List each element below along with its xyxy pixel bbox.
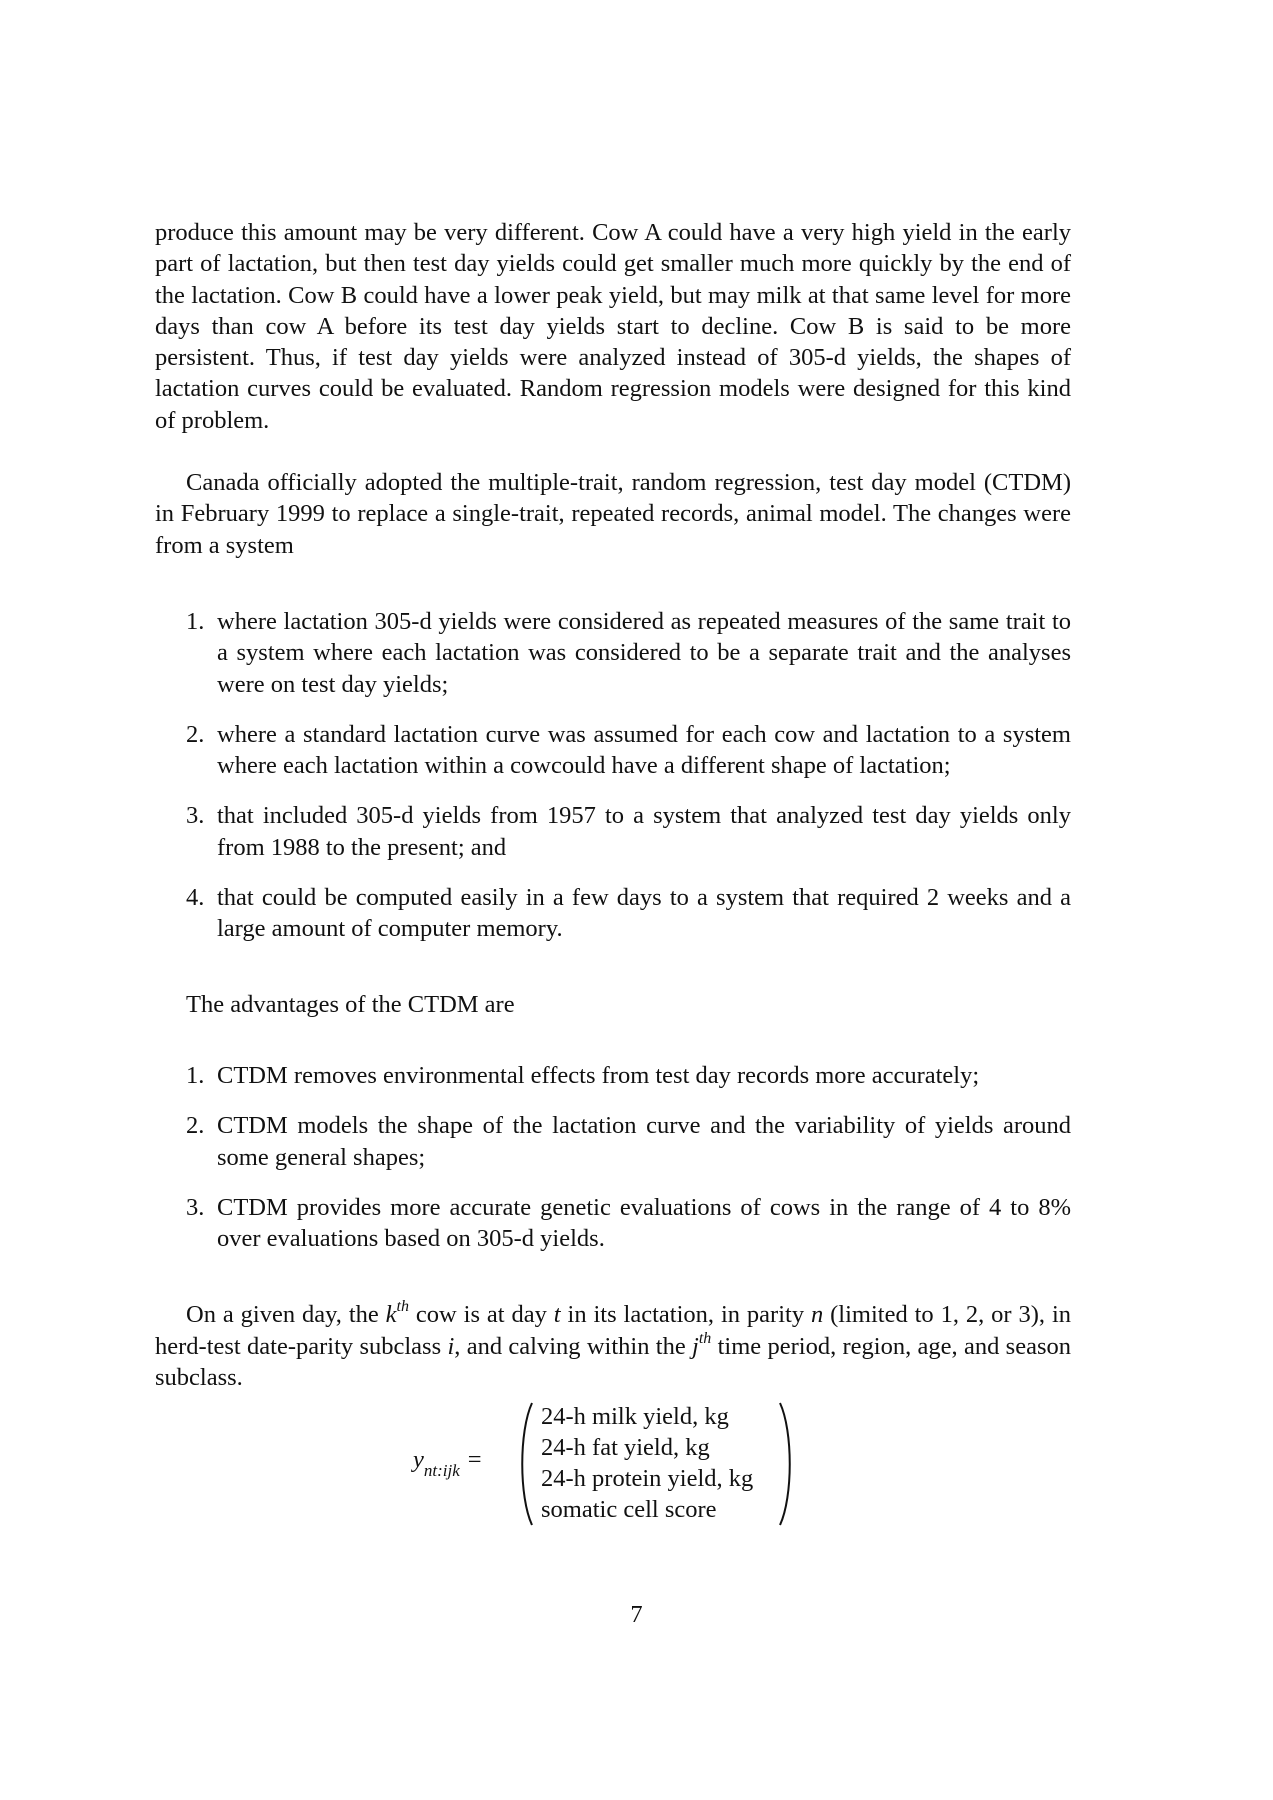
list-item — [155, 882, 1071, 945]
list-item-text: CTDM removes environmental effects from test day records more accurately; — [217, 1061, 980, 1089]
text-run: , and calving within the — [454, 1332, 693, 1360]
math-t: t — [553, 1301, 561, 1329]
list-item — [155, 719, 1071, 782]
superscript-th: th — [698, 1329, 712, 1347]
math-i: i — [447, 1332, 455, 1360]
text-run: On a given day, the — [186, 1301, 386, 1329]
vector-entry: 24-h fat yield, kg — [541, 1434, 710, 1462]
equation-lhs — [413, 1444, 482, 1481]
advantages-list — [155, 1060, 1071, 1254]
vector-entry: 24-h protein yield, kg — [541, 1465, 754, 1493]
vector-entry: somatic cell score — [541, 1496, 717, 1524]
math-k: k — [385, 1301, 397, 1329]
equation-symbol: y — [413, 1446, 424, 1474]
text-run: time period, region, age, and season subclass. — [155, 1332, 1072, 1392]
vector-entries — [541, 1401, 801, 1525]
list-item-text: where a standard lactation curve was assumed for each cow and lactation to a system where each lactation within a cowcould have a different shape of lactation; — [217, 720, 1071, 780]
list-item-number: 3. — [186, 1193, 205, 1221]
canada-paragraph: Canada officially adopted the multiple-trait, random regression, test day model (CTDM) in February 1999 to replace a single-trait, repeated records, animal model. The changes were from a system — [155, 469, 1071, 559]
list-item-number: 1. — [186, 1061, 205, 1089]
list-item-text: CTDM provides more accurate genetic evaluations of cows in the range of 4 to 8% over evaluations based on 305-d yields. — [217, 1193, 1071, 1253]
list-item — [155, 1192, 1071, 1255]
text-run: cow is at day — [409, 1301, 554, 1329]
intro-paragraph: produce this amount may be very different. Cow A could have a very high yield in the early part of lactation, but then test day yields could get smaller much more quickly by the end of the lactation. Cow B could have a lower peak yield, but may milk at that same level for more days than cow A before its test day yields start to decline. Cow B is said to be more persistent. Thus, if test day yields were analyzed instead of 305-d yields, the shapes of lactation curves could be evaluated. Random regression models were designed for this kind of problem. — [155, 219, 1071, 434]
list-item-text: that included 305-d yields from 1957 to a system that analyzed test day yields only from 1988 to the present; and — [217, 802, 1071, 861]
list-item-number: 2. — [186, 1112, 205, 1140]
text-run: (limited to 1, 2, or 3), in herd-test date-parity subclass — [155, 1301, 1072, 1360]
document-body — [155, 217, 1071, 1529]
text-run: in its lactation, in parity — [560, 1301, 811, 1329]
list-item-text: that could be computed easily in a few days to a system that required 2 weeks and a large amount of computer memory. — [217, 884, 1071, 943]
equation-subscript: nt:ijk — [423, 1461, 460, 1481]
definition-paragraph — [155, 1299, 1071, 1393]
list-item-number: 4. — [186, 884, 205, 912]
list-item-text: CTDM models the shape of the lactation curve and the variability of yields around some general shapes; — [217, 1112, 1071, 1171]
vector-entry: 24-h milk yield, kg — [541, 1403, 729, 1431]
list-item — [155, 800, 1071, 863]
changes-list — [155, 606, 1071, 945]
list-item — [155, 1060, 1071, 1091]
list-item — [155, 606, 1071, 700]
math-n: n — [810, 1301, 824, 1329]
page-number: 7 — [630, 1601, 643, 1628]
superscript-th: th — [396, 1298, 409, 1316]
advantages-intro: The advantages of the CTDM are — [186, 990, 515, 1018]
equals-sign: = — [467, 1446, 482, 1474]
list-item-number: 1. — [186, 607, 205, 635]
right-parenthesis — [777, 1401, 797, 1527]
list-item-number: 3. — [186, 802, 205, 830]
math-j: j — [692, 1332, 699, 1360]
left-parenthesis — [515, 1401, 535, 1527]
list-item — [155, 1110, 1071, 1173]
observation-vector-equation — [155, 1397, 1071, 1529]
list-item-number: 2. — [186, 720, 205, 748]
list-item-text: where lactation 305-d yields were considered as repeated measures of the same trait to a system where each lactation was considered to be a separate trait and the analyses were on test day yields; — [217, 607, 1071, 698]
